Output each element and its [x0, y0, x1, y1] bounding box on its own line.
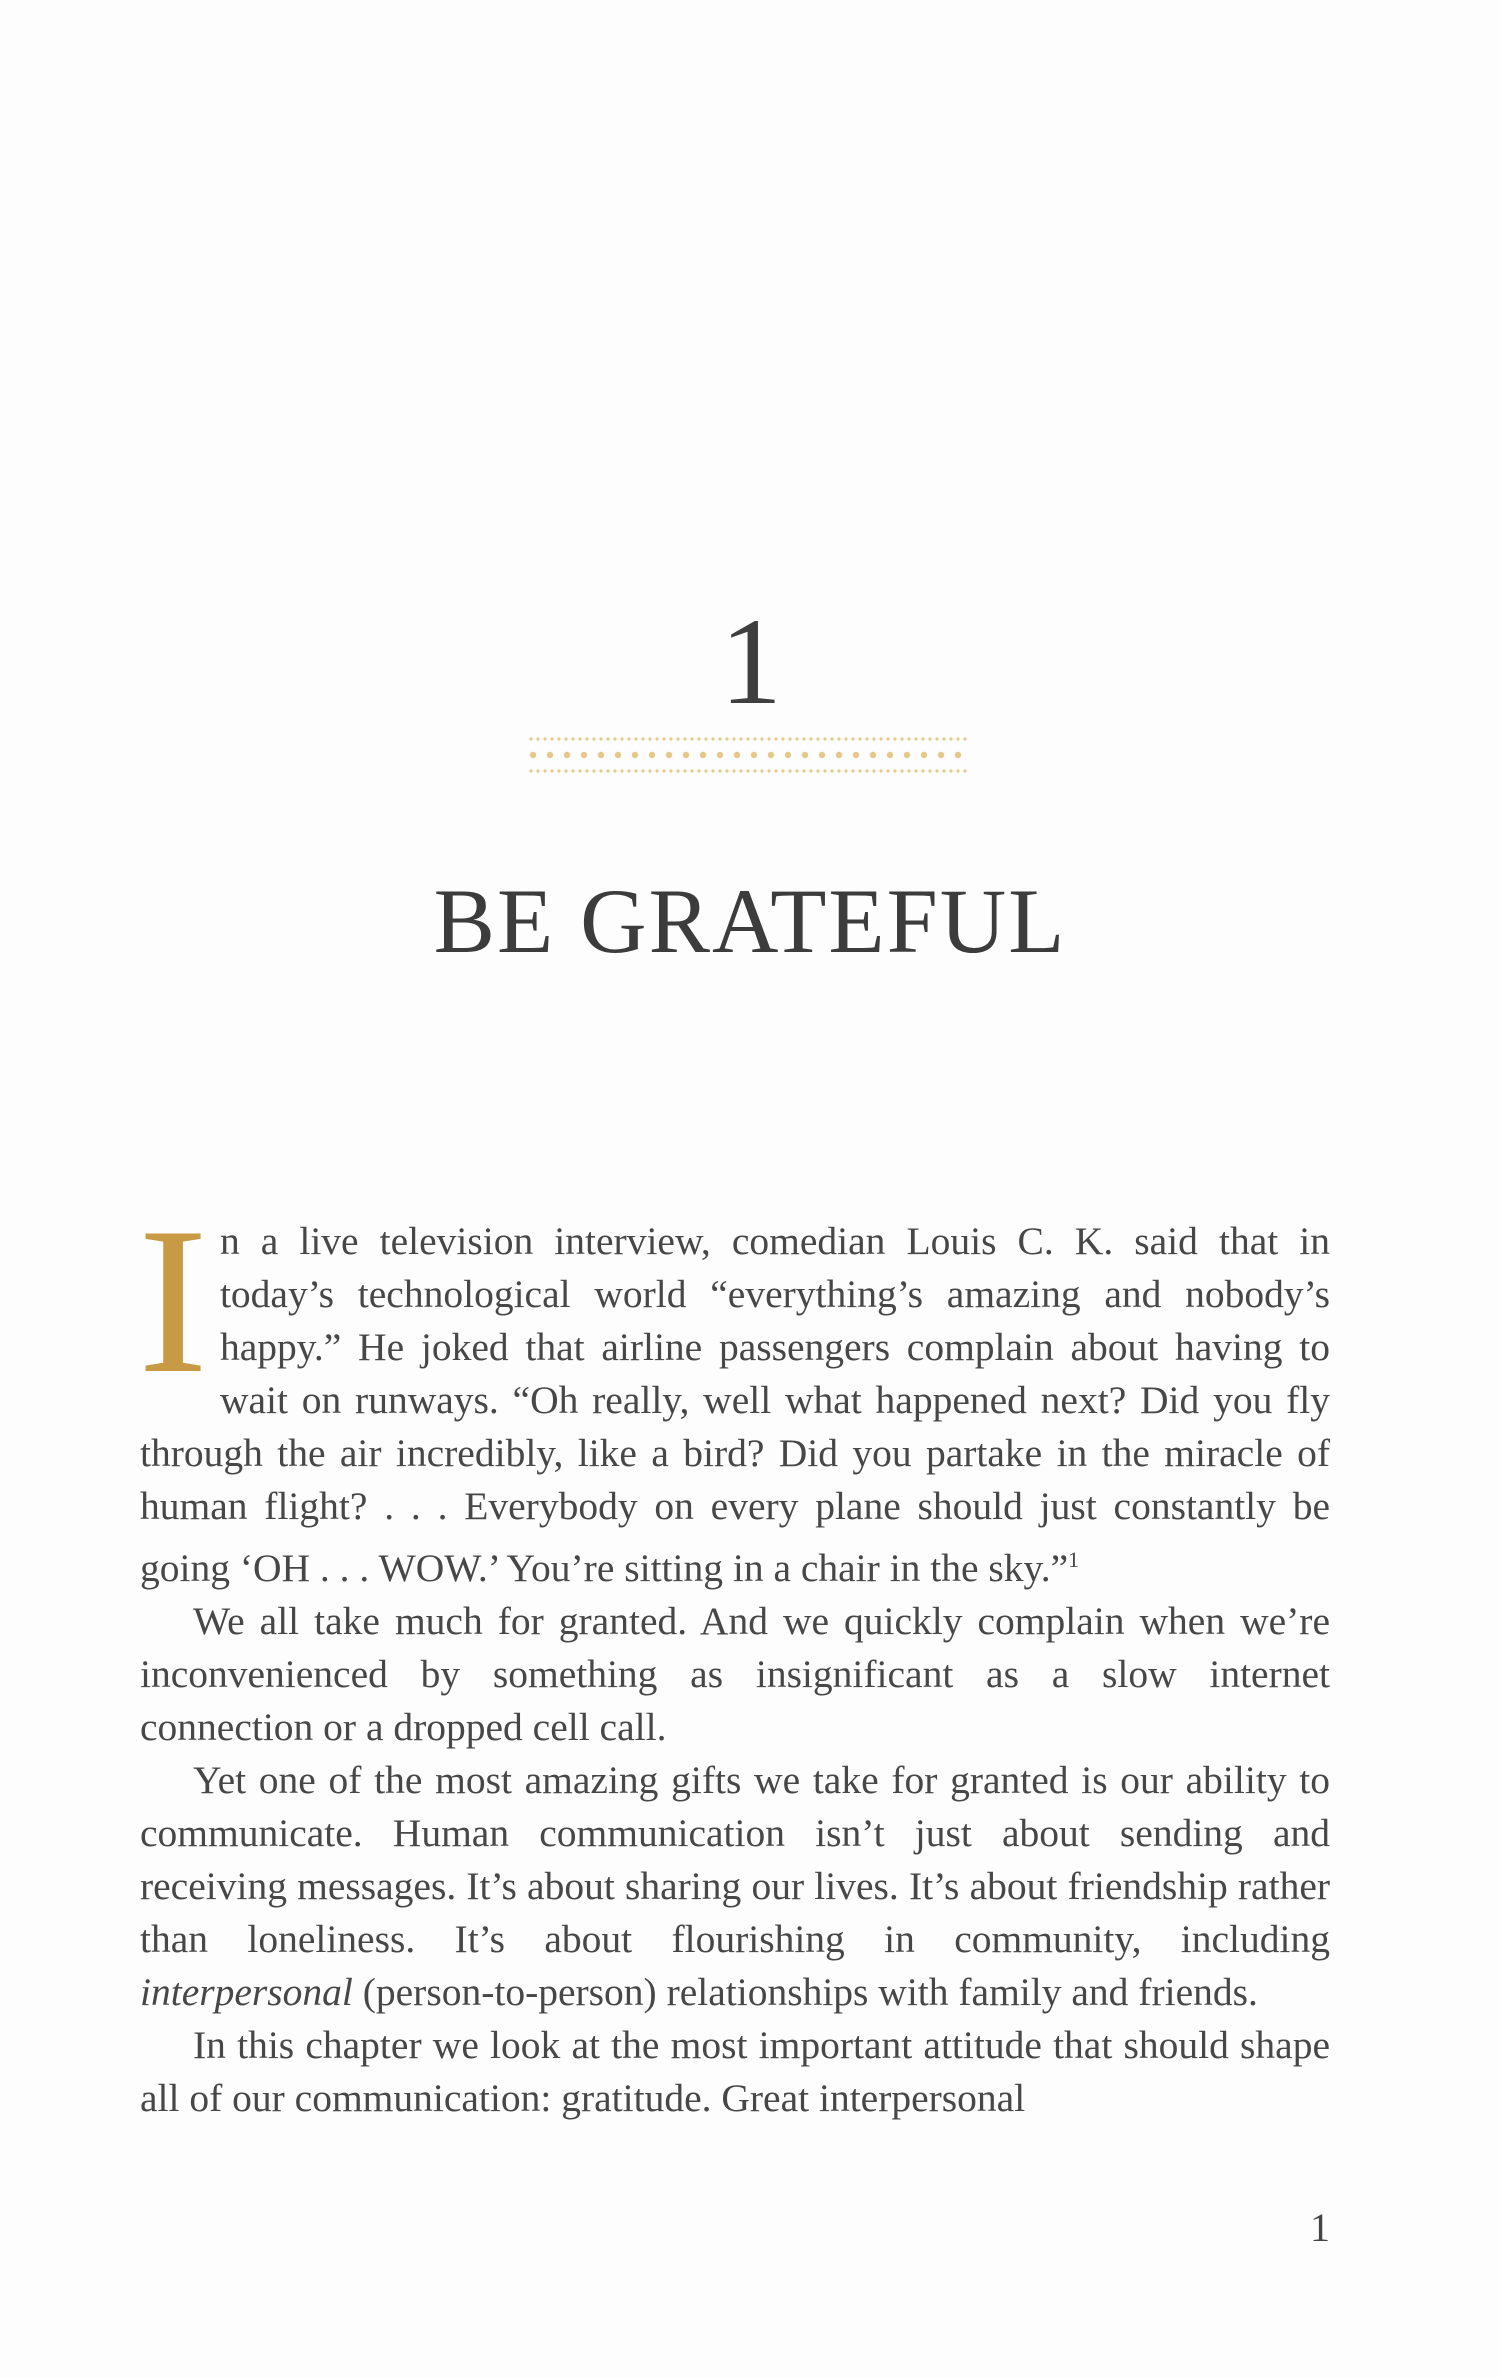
ornament-dot — [853, 752, 859, 758]
paragraph-4: In this chapter we look at the most important attitude that should shape all of our communication: gratitude. Great interpersonal — [140, 2023, 1330, 2121]
ornament-dot — [872, 769, 875, 772]
ornament-dot — [564, 737, 567, 740]
ornament-dot — [816, 737, 819, 740]
ornament-dot — [662, 769, 665, 772]
ornament-dot — [662, 737, 665, 740]
ornament-dot — [942, 769, 945, 772]
ornament-dot — [942, 737, 945, 740]
ornament-dot — [718, 769, 721, 772]
ornament-dot — [627, 769, 630, 772]
ornament-dot — [648, 737, 651, 740]
ornament-dot — [739, 769, 742, 772]
ornament-dot — [921, 752, 927, 758]
ornament-dot — [592, 737, 595, 740]
ornament-dot — [809, 769, 812, 772]
ornament-dot — [823, 769, 826, 772]
ornament-dot — [851, 769, 854, 772]
ornament-dot — [641, 769, 644, 772]
ornament-dot — [529, 737, 532, 740]
ornament-dot — [615, 752, 621, 758]
ornament-dot — [683, 752, 689, 758]
ornament-dot — [753, 737, 756, 740]
ornament-dot — [543, 737, 546, 740]
ornament-dot — [935, 737, 938, 740]
ornament-dot — [592, 769, 595, 772]
ornament-dot — [655, 769, 658, 772]
ornament-dot — [907, 737, 910, 740]
ornament-dot — [676, 769, 679, 772]
ornament-dot — [830, 737, 833, 740]
ornament-dot — [564, 752, 570, 758]
ornament-dot — [700, 752, 706, 758]
ornament-dot — [571, 737, 574, 740]
ornament-dot — [870, 752, 876, 758]
ornament-dot — [613, 737, 616, 740]
ornament-dot — [767, 769, 770, 772]
ornament-dot — [530, 752, 536, 758]
ornament-dot — [886, 769, 889, 772]
ornament-dot — [781, 737, 784, 740]
ornament-dot — [795, 769, 798, 772]
ornament-dot — [739, 737, 742, 740]
ornament-dot — [955, 752, 961, 758]
ornament-dot — [816, 769, 819, 772]
ornament-dot — [704, 737, 707, 740]
ornament-dot — [725, 769, 728, 772]
ornament-dot — [819, 752, 825, 758]
ornament-dot — [914, 769, 917, 772]
ornament-dot — [536, 737, 539, 740]
ornament-dot — [767, 737, 770, 740]
ornament-dot — [599, 769, 602, 772]
ornament-dot — [781, 769, 784, 772]
ornament-dot — [753, 769, 756, 772]
ornament-dot — [711, 737, 714, 740]
ornament-dot — [893, 737, 896, 740]
paragraph-3-text-a: Yet one of the most amazing gifts we take for granted is our ability to communicate. Human communication isn’t just about sending and receiving messages. It’s about sharing our lives. It’s about friendship rather than loneliness. It’s about flourishing in community, including — [140, 1758, 1330, 1962]
ornament-dot — [837, 769, 840, 772]
ornament-dot — [536, 769, 539, 772]
ornament-dot — [732, 769, 735, 772]
ornament-dot — [760, 769, 763, 772]
ornament-dot — [935, 769, 938, 772]
ornament-dot — [550, 737, 553, 740]
ornament-dot — [746, 737, 749, 740]
ornament-dot — [865, 737, 868, 740]
ornament-dot — [718, 737, 721, 740]
ornament-dot — [613, 769, 616, 772]
ornament-dot — [711, 769, 714, 772]
ornament-dot — [872, 737, 875, 740]
ornament-dot — [557, 737, 560, 740]
ornament-dot — [879, 769, 882, 772]
ornament-dot — [585, 769, 588, 772]
ornament-dot — [557, 769, 560, 772]
ornament-dot — [785, 752, 791, 758]
ornament-dot — [844, 769, 847, 772]
ornament-dot — [632, 752, 638, 758]
ornament-dot — [879, 737, 882, 740]
ornament-dot — [550, 769, 553, 772]
ornament-dot — [634, 769, 637, 772]
ornament-dot — [669, 769, 672, 772]
ornament-dot — [648, 769, 651, 772]
ornament-dot — [865, 769, 868, 772]
paragraph-3-text-b: (person-to-person) relationships with family and friends. — [352, 1970, 1258, 2015]
ornament-dot — [620, 769, 623, 772]
ornament-dot — [669, 737, 672, 740]
ornament-dot — [649, 752, 655, 758]
ornament-dot — [564, 769, 567, 772]
ornament-dot — [887, 752, 893, 758]
ornament-dot — [809, 737, 812, 740]
paragraph-2: We all take much for granted. And we quickly complain when we’re inconvenienced by something as insignificant as a slow internet connection or a dropped cell call. — [140, 1599, 1330, 1750]
ornament-dot — [956, 737, 959, 740]
ornament-dot — [928, 769, 931, 772]
ornament-dot — [732, 737, 735, 740]
ornament-dot — [547, 752, 553, 758]
ornament-dot — [900, 737, 903, 740]
ornament-dot — [907, 769, 910, 772]
paragraph-1 — [138, 1185, 1330, 1595]
ornament-dot — [581, 752, 587, 758]
ornament-dot — [746, 769, 749, 772]
ornament-dot — [963, 737, 966, 740]
ornament-dot — [956, 769, 959, 772]
ornament-dot — [837, 737, 840, 740]
ornament-dot — [921, 769, 924, 772]
ornament-dot — [571, 769, 574, 772]
ornament-dot — [606, 737, 609, 740]
ornament-dot — [858, 769, 861, 772]
ornament-dot — [788, 737, 791, 740]
ornament-dot — [760, 737, 763, 740]
ornament-dot — [893, 769, 896, 772]
ornament-dot — [795, 737, 798, 740]
ornament-dot — [938, 752, 944, 758]
ornament-dot — [858, 737, 861, 740]
ornament-dot — [774, 769, 777, 772]
ornament-dot — [725, 737, 728, 740]
ornament-dot — [914, 737, 917, 740]
ornament-dot — [676, 737, 679, 740]
ornament-dot — [823, 737, 826, 740]
chapter-body — [138, 1185, 1330, 2125]
ornament-dot — [921, 737, 924, 740]
ornament-dot — [641, 737, 644, 740]
ornament-dot — [904, 752, 910, 758]
ornament-dot — [802, 769, 805, 772]
ornament-dot — [949, 737, 952, 740]
ornament-dot — [774, 737, 777, 740]
ornament-dot — [844, 737, 847, 740]
ornament-dot — [697, 737, 700, 740]
ornament-dot — [768, 752, 774, 758]
ornament-dot — [529, 769, 532, 772]
chapter-title: BE GRATEFUL — [433, 870, 1067, 972]
ornament-dot — [717, 752, 723, 758]
footnote-marker: 1 — [1068, 1547, 1080, 1572]
ornament-dot — [599, 737, 602, 740]
ornament-dot — [751, 752, 757, 758]
ornament-dot — [886, 737, 889, 740]
ornament-dot — [578, 737, 581, 740]
ornament-dot — [620, 737, 623, 740]
ornament-dot — [690, 769, 693, 772]
ornament-dot — [697, 769, 700, 772]
chapter-number: 1 — [720, 593, 780, 730]
ornament-dot — [836, 752, 842, 758]
ornament-dot — [788, 769, 791, 772]
ornament-dot — [666, 752, 672, 758]
ornament-dot — [690, 737, 693, 740]
italic-term: interpersonal — [140, 1970, 353, 2015]
ornament-dot — [634, 737, 637, 740]
ornament-dot — [655, 737, 658, 740]
ornament-dot — [928, 737, 931, 740]
ornament-dot — [802, 737, 805, 740]
dotted-ornament-divider — [525, 733, 975, 777]
ornament-dot — [683, 769, 686, 772]
ornament-dot — [606, 769, 609, 772]
ornament-dot — [963, 769, 966, 772]
ornament-dot — [598, 752, 604, 758]
ornament-dot — [900, 769, 903, 772]
ornament-dot — [704, 769, 707, 772]
page-number: 1 — [1310, 2205, 1330, 2250]
ornament-dot — [683, 737, 686, 740]
ornament-dot — [585, 737, 588, 740]
ornament-dot — [830, 769, 833, 772]
ornament-dot — [627, 737, 630, 740]
ornament-dot — [802, 752, 808, 758]
ornament-dot — [734, 752, 740, 758]
ornament-dot — [851, 737, 854, 740]
ornament-dot — [543, 769, 546, 772]
ornament-dot — [949, 769, 952, 772]
paragraph-3 — [140, 1754, 1330, 2019]
drop-cap: I — [138, 1185, 208, 1417]
ornament-dot — [578, 769, 581, 772]
paragraph-1-text: n a live television interview, comedian Louis C. K. said that in today’s technological world “everything’s amazing and nobody’s happy.” He joked that airline passengers complain about having to wait on runways. “Oh really, well what happened next? Did you fly through the air incredibly, like a bird? Did you partake in the miracle of human flight? . . . Everybody on every plane should just constantly be going ‘OH . . . WOW.’ You’re sitting in a chair in the sky.” — [140, 1219, 1330, 1591]
